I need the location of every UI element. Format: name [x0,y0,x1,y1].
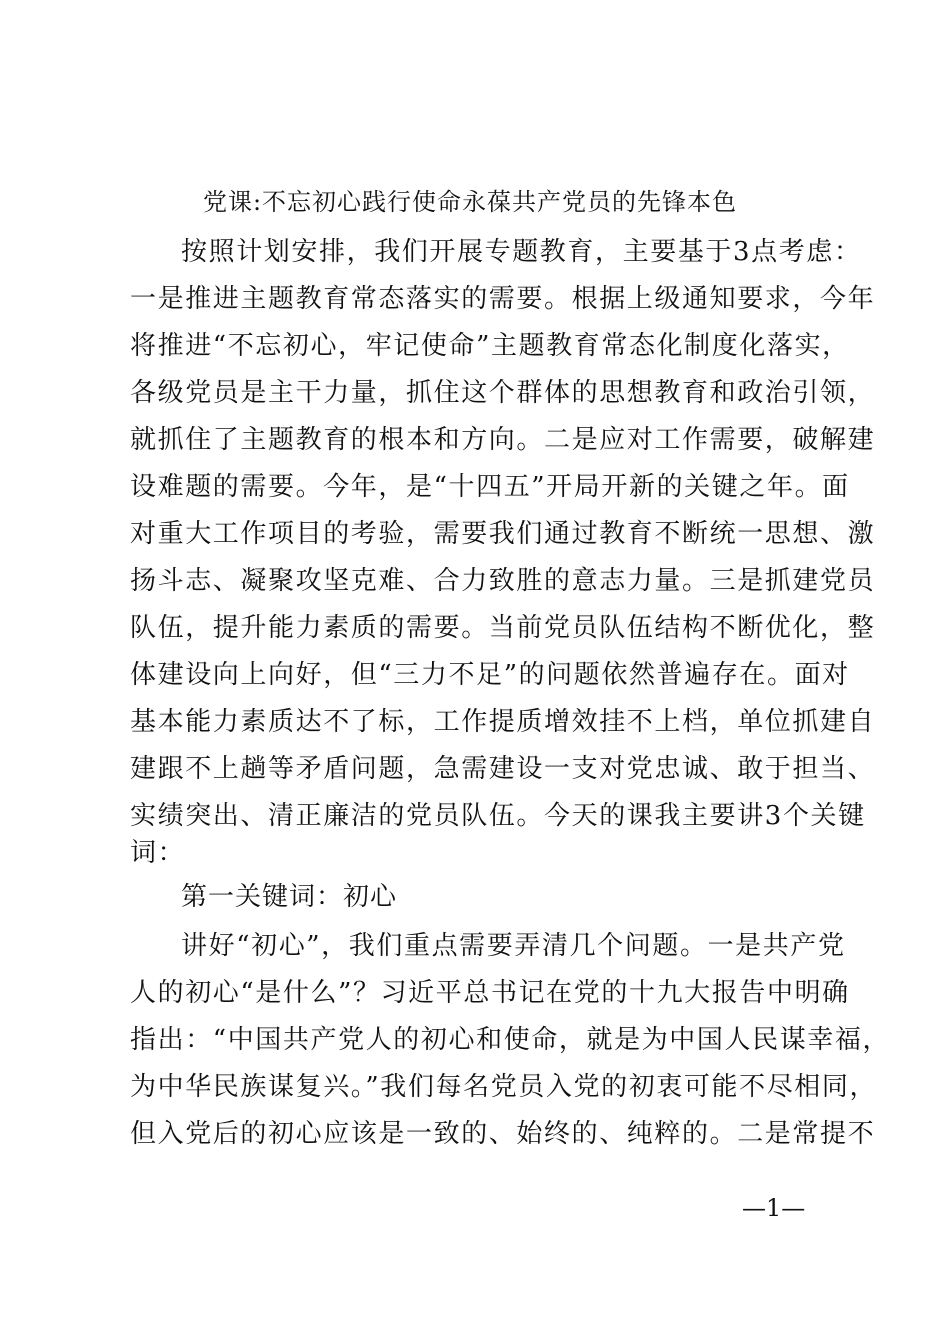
document-title: 党课:不忘初心践行使命永葆共产党员的先锋本色 [202,188,738,216]
text-line: 各级党员是主干力量，抓住这个群体的思想教育和政治引领， [130,378,876,408]
text-line: 一是推进主题教育常态落实的需要。根据上级通知要求，今年 [130,284,876,314]
text-line: 词： [130,838,186,868]
text-line: 为中华民族谋复兴。”我们每名党员入党的初衷可能不尽相同， [130,1072,878,1102]
text-line: 建跟不上趟等矛盾问题，急需建设一支对党忠诚、敢于担当、 [130,754,876,784]
text-line: 扬斗志、凝聚攻坚克难、合力致胜的意志力量。三是抓建党员 [130,566,876,596]
text-line: 队伍，提升能力素质的需要。当前党员队伍结构不断优化，整 [130,613,876,643]
text-line: 就抓住了主题教育的根本和方向。二是应对工作需要，破解建 [130,425,876,455]
page-number: —1— [742,1194,806,1222]
text-line: 讲好“初心”，我们重点需要弄清几个问题。一是共产党 [181,931,846,961]
text-line: 对重大工作项目的考验，需要我们通过教育不断统一思想、激 [130,519,876,549]
text-line: 指出：“中国共产党人的初心和使命，就是为中国人民谋幸福， [130,1025,891,1055]
text-line: 基本能力素质达不了标，工作提质增效挂不上档，单位抓建自 [130,707,876,737]
text-line: 设难题的需要。今年，是“十四五”开局开新的关键之年。面 [130,472,850,502]
text-line: 实绩突出、清正廉洁的党员队伍。今天的课我主要讲3个关键 [130,801,866,831]
text-line: 按照计划安排，我们开展专题教育，主要基于3点考虑： [181,237,862,267]
text-line: 体建设向上向好，但“三力不足”的问题依然普遍存在。面对 [130,660,850,690]
text-line: 但入党后的初心应该是一致的、始终的、纯粹的。二是常提不 [130,1119,876,1149]
text-line: 人的初心“是什么”？习近平总书记在党的十九大报告中明确 [130,978,850,1008]
text-line: 将推进“不忘初心，牢记使命”主题教育常态化制度化落实， [130,331,850,361]
section-heading: 第一关键词：初心 [181,882,398,912]
